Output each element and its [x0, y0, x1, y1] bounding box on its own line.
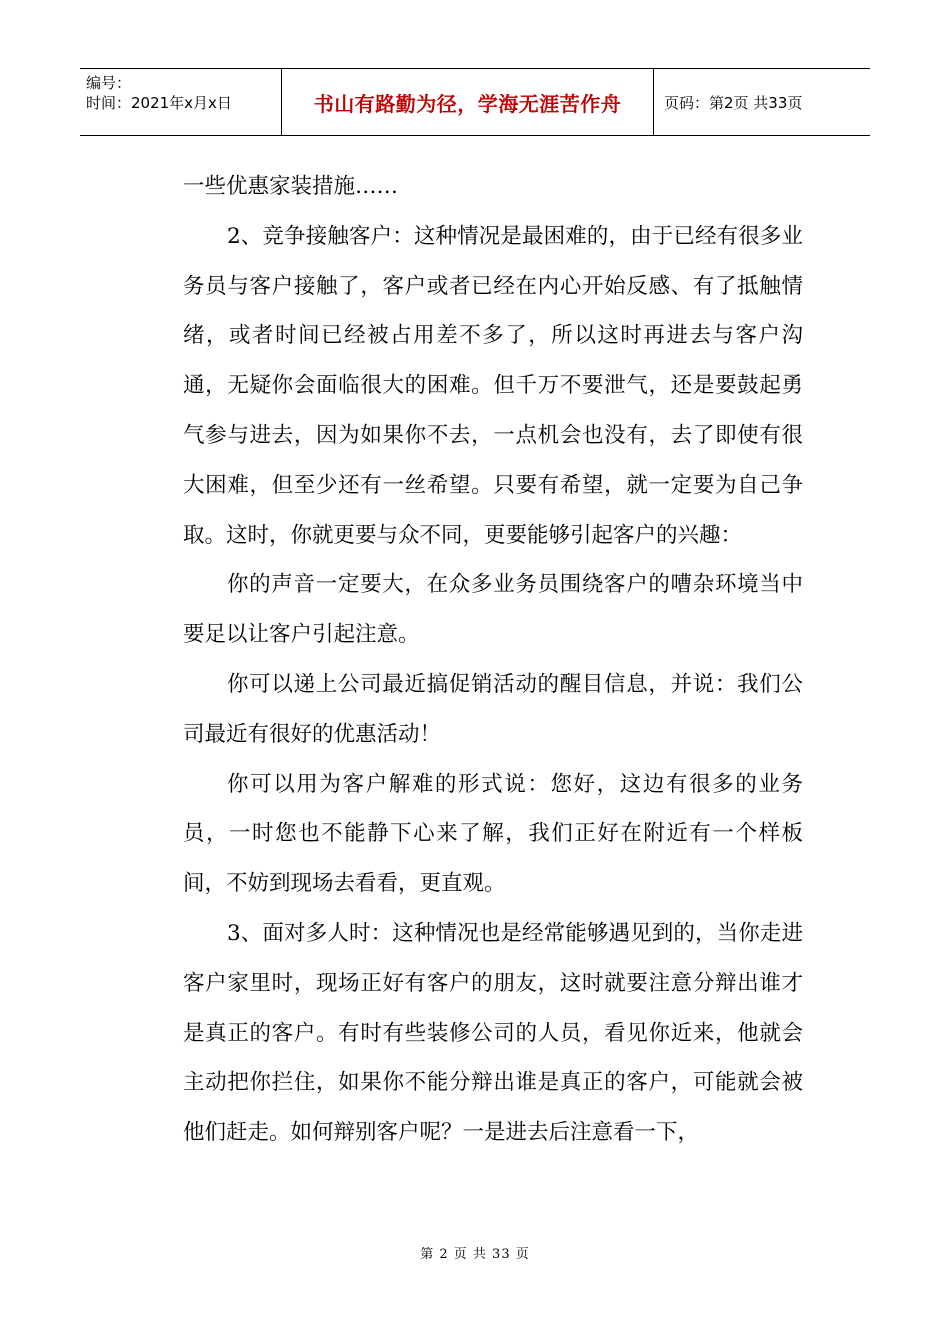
- paragraph: 一些优惠家装措施……: [183, 174, 399, 199]
- header-motto-cell: [282, 69, 654, 135]
- paragraph: 你的声音一定要大，在众多业务员围绕客户的嘈杂环境当中要足以让客户引起注意。: [183, 572, 803, 648]
- number-label: 编号：: [86, 74, 132, 92]
- paragraph: 你可以用为客户解难的形式说：您好，这边有很多的业务员，一时您也不能静下心来了解，我们正好在附近有一个样板间，不妨到现场去看看，更直观。: [183, 771, 803, 897]
- header-page-cell: [654, 69, 870, 135]
- paragraph: 2、竞争接触客户：这种情况是最困难的，由于已经有很多业务员与客户接触了，客户或者已经在内心开始反感、有了抵触情绪，或者时间已经被占用差不多了，所以这时再进去与客户沟通，无疑你会面临很大的困难。但千万不要泄气，还是要鼓起勇气参与进去，因为如果你不去，一点机会也没有，去了即使有很大困难，但至少还有一丝希望。只要有希望，就一定要为自己争取。这时，你就更要与众不同，更要能够引起客户的兴趣：: [183, 223, 803, 548]
- motto-text: 书山有路勤为径，学海无涯苦作舟: [313, 91, 622, 116]
- document-body: [183, 162, 803, 1158]
- paragraph: 你可以递上公司最近搞促销活动的醒目信息，并说：我们公司最近有很好的优惠活动！: [183, 671, 803, 747]
- time-label: 时间：2021年x月x日: [86, 94, 232, 112]
- header-meta-cell: [80, 69, 282, 135]
- footer-page-number: 第 2 页 共 33 页: [420, 1247, 530, 1262]
- header-table: [80, 68, 870, 136]
- page-info: 页码：第2页 共33页: [664, 93, 803, 112]
- paragraph: 3、面对多人时：这种情况也是经常能够遇见到的，当你走进客户家里时，现场正好有客户的朋友，这时就要注意分辩出谁才是真正的客户。有时有些装修公司的人员，看见你近来，他就会主动把你拦住，如果你不能分辩出谁是真正的客户，可能就会被他们赶走。如何辩别客户呢？一是进去后注意看一下，: [183, 920, 803, 1146]
- page-footer: [0, 1243, 950, 1262]
